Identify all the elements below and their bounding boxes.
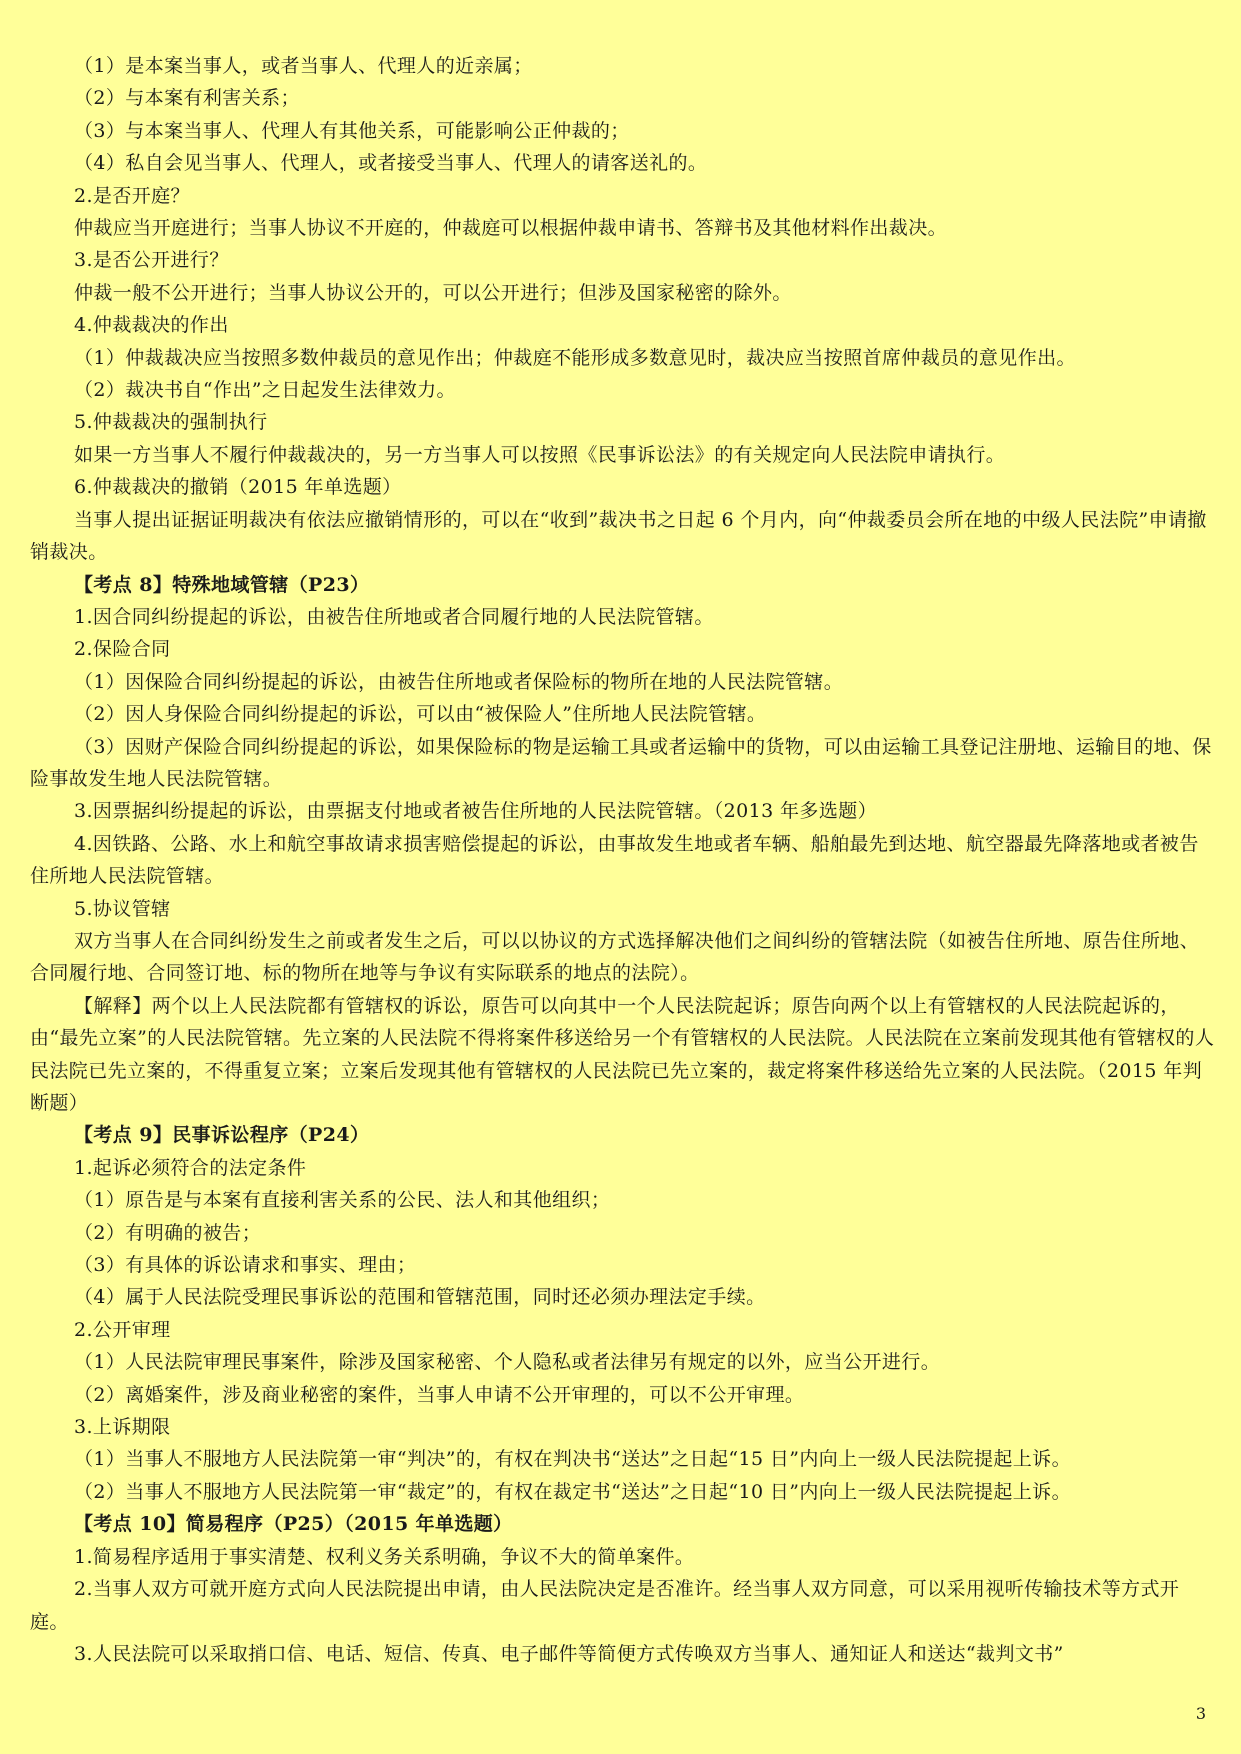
text-line: 3.人民法院可以采取捎口信、电话、短信、传真、电子邮件等简便方式传唤双方当事人、通知证人和送达“裁判文书”: [74, 1642, 1064, 1665]
paragraph-agreement: 双方当事人在合同纠纷发生之前或者发生之后，可以以协议的方式选择解决他们之间纠纷的管辖法院（如被告住所地、原告住所地、合同履行地、合同签订地、标的物所在地等与争议有实际联系的地点的法院）。: [30, 929, 1200, 985]
text-line: 1.起诉必须符合的法定条件: [74, 1156, 307, 1179]
document-body: [30, 50, 1215, 1670]
text-line: （2）有明确的被告；: [74, 1221, 262, 1244]
text-line: （2）离婚案件，涉及商业秘密的案件，当事人申请不公开审理的，可以不公开审理。: [74, 1383, 805, 1406]
text-line: （1）当事人不服地方人民法院第一审“判决”的，有权在判决书“送达”之日起“15 日”内向上一级人民法院提起上诉。: [74, 1448, 1071, 1471]
text-line: 仲裁应当开庭进行；当事人协议不开庭的，仲裁庭可以根据仲裁申请书、答辩书及其他材料作出裁决。: [74, 217, 948, 240]
text-line: （1）人民法院审理民事案件，除涉及国家秘密、个人隐私或者法律另有规定的以外，应当公开进行。: [74, 1351, 941, 1374]
text-line: （1）原告是与本案有直接利害关系的公民、法人和其他组织；: [74, 1189, 611, 1212]
text-line: 3.上诉期限: [74, 1416, 171, 1439]
text-line: 3.是否公开进行？: [74, 249, 229, 272]
text-line: 5.协议管辖: [74, 897, 171, 920]
paragraph-accident: 4.因铁路、公路、水上和航空事故请求损害赔偿提起的诉讼，由事故发生地或者车辆、船舶最先到达地、航空器最先降落地或者被告住所地人民法院管辖。: [30, 832, 1199, 888]
paragraph-court-session: 2.当事人双方可就开庭方式向人民法院提出申请，由人民法院决定是否准许。经当事人双方同意，可以采用视听传输技术等方式开庭。: [30, 1578, 1180, 1633]
text-line: 5.仲裁裁决的强制执行: [74, 411, 268, 434]
text-line: （1）因保险合同纠纷提起的诉讼，由被告住所地或者保险标的物所在地的人民法院管辖。: [74, 670, 844, 693]
text-line: 如果一方当事人不履行仲裁裁决的，另一方当事人可以按照《民事诉讼法》的有关规定向人民法院申请执行。: [74, 443, 1006, 466]
text-line: 4.仲裁裁决的作出: [74, 314, 229, 337]
section-heading-10: 【考点 10】简易程序（P25）（2015 年单选题）: [74, 1513, 513, 1536]
text-line: （4）私自会见当事人、代理人，或者接受当事人、代理人的请客送礼的。: [74, 152, 708, 175]
text-line: 3.因票据纠纷提起的诉讼，由票据支付地或者被告住所地的人民法院管辖。（2013 年多选题）: [74, 800, 878, 823]
text-line: 1.简易程序适用于事实清楚、权利义务关系明确，争议不大的简单案件。: [74, 1545, 695, 1568]
text-line: （4）属于人民法院受理民事诉讼的范围和管辖范围，同时还必须办理法定手续。: [74, 1286, 766, 1309]
text-line: （2）裁决书自“作出”之日起发生法律效力。: [74, 379, 456, 402]
paragraph-property-insurance: （3）因财产保险合同纠纷提起的诉讼，如果保险标的物是运输工具或者运输中的货物，可以由运输工具登记注册地、运输目的地、保险事故发生地人民法院管辖。: [30, 735, 1212, 790]
paragraph-revoke: 当事人提出证据证明裁决有依法应撤销情形的，可以在“收到”裁决书之日起 6 个月内，向“仲裁委员会所在地的中级人民法院”申请撤销裁决。: [30, 508, 1207, 564]
text-line: （2）与本案有利害关系；: [74, 87, 300, 110]
text-line: （1）是本案当事人，或者当事人、代理人的近亲属；: [74, 55, 533, 77]
text-line: 2.是否开庭？: [74, 184, 190, 207]
section-heading-8: 【考点 8】特殊地域管辖（P23）: [74, 573, 370, 596]
text-line: 仲裁一般不公开进行；当事人协议公开的，可以公开进行；但涉及国家秘密的除外。: [74, 281, 792, 304]
text-line: 6.仲裁裁决的撤销（2015 年单选题）: [74, 476, 402, 499]
text-line: （2）因人身保险合同纠纷提起的诉讼，可以由“被保险人”住所地人民法院管辖。: [74, 703, 767, 726]
text-line: （2）当事人不服地方人民法院第一审“裁定”的，有权在裁定书“送达”之日起“10 日”内向上一级人民法院提起上诉。: [74, 1480, 1071, 1503]
text-line: 2.保险合同: [74, 638, 171, 661]
paragraph-explanation: 【解释】两个以上人民法院都有管辖权的诉讼，原告可以向其中一个人民法院起诉；原告向两个以上有管辖权的人民法院起诉的，由“最先立案”的人民法院管辖。先立案的人民法院不得将案件移送给另一个有管辖权的人民法院。人民法院在立案前发现其他有管辖权的人民法院已先立案的，不得重复立案；立案后发现其他有管辖权的人民法院已先立案的，裁定将案件移送给先立案的人民法院。（2015 年判断题）: [30, 994, 1215, 1114]
text-line: 1.因合同纠纷提起的诉讼，由被告住所地或者合同履行地的人民法院管辖。: [74, 605, 714, 628]
section-heading-9: 【考点 9】民事诉讼程序（P24）: [74, 1124, 370, 1147]
text-line: （3）有具体的诉讼请求和事实、理由；: [74, 1254, 417, 1277]
text-line: （3）与本案当事人、代理人有其他关系，可能影响公正仲裁的；: [74, 119, 630, 142]
page-number: 3: [1195, 1704, 1206, 1723]
text-line: 2.公开审理: [74, 1318, 171, 1341]
text-line: （1）仲裁裁决应当按照多数仲裁员的意见作出；仲裁庭不能形成多数意见时，裁决应当按照首席仲裁员的意见作出。: [74, 346, 1076, 369]
